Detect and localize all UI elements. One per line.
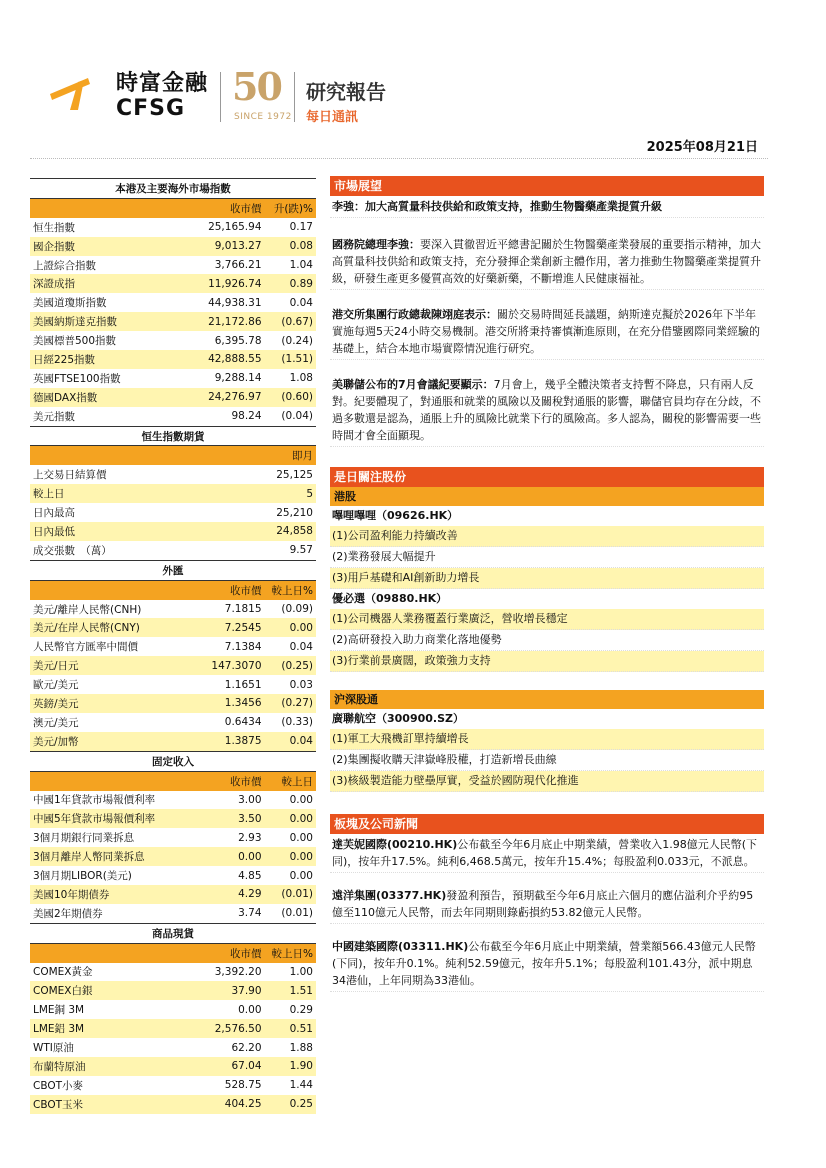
futures-row-value: 9.57: [289, 544, 313, 557]
futures-header-blank: [30, 446, 184, 465]
spacer: [330, 360, 764, 374]
indices-col-header-2: 升(跌)%: [265, 198, 316, 217]
focus-section-title: 是日關注股份: [330, 467, 764, 487]
fx-row-label: 美元/在岸人民幣(CNY): [30, 618, 184, 637]
futures-row-value: 5: [265, 484, 316, 503]
fixed-income-row-label: 美國2年期債券: [33, 907, 103, 920]
commodities-row-change: 0.51: [265, 1019, 316, 1038]
indices-row-label: 深證成指: [30, 274, 184, 293]
table-row: [30, 981, 316, 1000]
indices-title-row: [30, 179, 316, 199]
fixed-income-title-row: [30, 751, 316, 771]
indices-row-label: 英國FTSE100指數: [33, 372, 121, 385]
table-row: [30, 904, 316, 923]
indices-title: 本港及主要海外市場指數: [30, 179, 316, 199]
fx-row-label: 美元/日元: [30, 656, 184, 675]
table-row: [30, 618, 316, 637]
fixed-income-row-value: 3.50: [184, 809, 264, 828]
stock-point: (3)核級製造能力壁壘厚實，受益於國防現代化推進: [330, 771, 764, 792]
news-item: [330, 936, 764, 991]
outlook-section-title: 市場展望: [330, 176, 764, 196]
futures-header-blank2: [184, 446, 264, 465]
table-row: [30, 1019, 316, 1038]
indices-row-value: 9,288.14: [214, 372, 262, 385]
anniversary-logo: 50: [232, 64, 281, 109]
fx-title-row: [30, 560, 316, 580]
fx-row-value: 0.6434: [224, 716, 262, 729]
commodities-row-label: CBOT小麥: [33, 1079, 84, 1092]
indices-header-blank: [30, 198, 184, 217]
stock-point: (3)行業前景廣闊，政策強力支持: [330, 651, 764, 672]
table-row: [30, 600, 316, 619]
commodities-row-change: 0.29: [289, 1003, 313, 1016]
fixed-income-header-blank: [30, 771, 184, 790]
futures-row-blank: [184, 541, 264, 560]
commodities-title: 商品現貨: [30, 923, 316, 943]
fx-col-header-2: 較上日%: [265, 580, 316, 599]
futures-title: 恒生指數期貨: [30, 426, 316, 446]
commodities-row-value: 528.75: [224, 1079, 262, 1092]
outlook-paragraph: [330, 234, 764, 289]
sh-stocks-list: [330, 709, 764, 792]
table-row: [30, 732, 316, 751]
commodities-row-change: 1.44: [289, 1079, 313, 1092]
header-divider: [220, 72, 221, 122]
fx-col-header-1: 收市價: [184, 580, 264, 599]
table-row: [30, 369, 316, 388]
commodities-row-label: CBOT玉米: [30, 1095, 184, 1114]
table-row: [30, 866, 316, 885]
indices-row-label: 美元指數: [33, 410, 75, 423]
commodities-row-value: 3,392.20: [214, 965, 262, 978]
outlook-paragraph-text: 7月會上，幾乎全體決策者支持暫不降息，只有兩人反對。紀要體現了，對通脹和就業的風險以及關稅對通脹的影響，聯儲官員均存在分歧，不過多數還是認為，通脹上升的風險比就業下行的風險高。多人認為，關稅的影響需要一些時間才會全面顯現。: [332, 378, 761, 442]
outlook-paragraph-text: 關於交易時間延長議題，納斯達克擬於2026年下半年實施每週5天24小時交易機制。港交所將秉持審慎漸進原則，在充分借鑒國際同業經驗的基礎上，結合本地市場實際情況進行研究。: [332, 308, 760, 355]
table-row: [30, 1038, 316, 1057]
commodities-row-label: COMEX白銀: [30, 981, 184, 1000]
report-date: 2025年08月21日: [646, 140, 758, 155]
hk-stocks-list: [330, 506, 764, 672]
table-row: [30, 963, 316, 982]
fx-row-change: (0.09): [281, 603, 313, 616]
fx-row-value: 7.1384: [224, 640, 262, 653]
fixed-income-row-value: 2.93: [238, 831, 262, 844]
fixed-income-row-value: 4.29: [184, 885, 264, 904]
commentary-column: [330, 176, 764, 1004]
futures-row-label: 日內最高: [33, 507, 75, 520]
indices-row-label: 恒生指數: [33, 221, 75, 234]
spacer: [330, 672, 764, 690]
commodities-title-row: [30, 923, 316, 943]
fixed-income-row-change: 0.00: [289, 793, 313, 806]
indices-row-label: 國企指數: [30, 237, 184, 256]
outlook-paragraph-lead: 港交所集團行政總裁陳翊庭表示：: [332, 308, 497, 321]
fx-title: 外匯: [30, 560, 316, 580]
commodities-row-value: 2,576.50: [184, 1019, 264, 1038]
table-row: [30, 350, 316, 369]
fx-row-value: 147.3070: [184, 656, 264, 675]
spacer: [330, 992, 764, 1004]
fixed-income-row-change: (0.01): [281, 907, 313, 920]
fixed-income-row-value: 3.74: [238, 907, 262, 920]
spacer: [330, 792, 764, 814]
indices-row-change: (0.04): [281, 410, 313, 423]
futures-row-blank: [184, 522, 264, 541]
table-row: [30, 828, 316, 847]
futures-row-label: 較上日: [30, 484, 184, 503]
futures-row-value: 25,125: [276, 468, 313, 481]
table-row: [30, 1095, 316, 1114]
commodities-row-change: 1.90: [265, 1057, 316, 1076]
table-row: [30, 407, 316, 426]
brand-name-cn: 時富金融: [116, 71, 209, 96]
stock-point: (2)業務發展大幅提升: [330, 547, 764, 568]
indices-row-label: 美國納斯達克指數: [30, 312, 184, 331]
outlook-paragraph-text: 要深入貫徹習近平總書記關於生物醫藥產業發展的重要指示精神，加大高質量科技供給和政策支持，充分發揮企業創新主體作用，著力推動生物醫藥產業提質升級，研發生產更多優質高效的好藥新藥，不斷增進人民健康福祉。: [332, 238, 761, 285]
fx-row-label: 歐元/美元: [33, 679, 79, 692]
futures-row-blank: [184, 465, 264, 484]
outlook-paragraph: [330, 374, 764, 446]
indices-row-change: 0.04: [289, 296, 313, 309]
commodities-row-label: WTI原油: [33, 1042, 74, 1055]
indices-row-value: 9,013.27: [184, 237, 264, 256]
fixed-income-row-change: 0.00: [289, 869, 313, 882]
indices-row-value: 3,766.21: [214, 259, 262, 271]
commodities-row-change: 1.88: [289, 1041, 313, 1054]
fixed-income-row-value: 3.00: [238, 793, 262, 806]
fx-row-change: (0.25): [265, 656, 316, 675]
fixed-income-row-value: 4.85: [238, 869, 262, 882]
fx-row-change: (0.33): [281, 716, 313, 729]
fixed-income-row-change: 0.00: [265, 809, 316, 828]
fx-row-value: 1.3875: [184, 732, 264, 751]
fx-row-label: 人民幣官方匯率中間價: [33, 641, 138, 654]
futures-col-header: 即月: [265, 446, 316, 465]
fixed-income-title: 固定收入: [30, 751, 316, 771]
indices-row-value: 6,395.78: [214, 334, 262, 347]
news-item-company: 遠洋集團(03377.HK): [332, 889, 447, 902]
fx-header-blank: [30, 580, 184, 599]
indices-row-change: 0.89: [265, 274, 316, 293]
table-row: [30, 312, 316, 331]
fixed-income-col-header-1: 收市價: [184, 771, 264, 790]
fx-row-value: 7.2545: [184, 618, 264, 637]
fx-row-value: 1.1651: [224, 678, 262, 691]
market-data-panel: [30, 178, 316, 1114]
fixed-income-row-change: 0.00: [289, 831, 313, 844]
commodities-row-label: LME銅 3M: [33, 1004, 85, 1017]
commodities-row-label: LME鋁 3M: [30, 1019, 184, 1038]
stock-point: (2)集團擬收購天津嶽峰股權，打造新增長曲線: [330, 750, 764, 771]
indices-row-value: 98.24: [231, 410, 262, 423]
indices-row-value: 25,165.94: [208, 221, 262, 234]
cfsg-logo-mark-icon: [48, 72, 108, 112]
commodities-row-change: 0.25: [265, 1095, 316, 1114]
indices-row-change: 0.08: [265, 237, 316, 256]
news-item: [330, 834, 764, 872]
table-row: [30, 1057, 316, 1076]
table-row: [30, 694, 316, 713]
table-row: [30, 465, 316, 484]
news-section-title: 板塊及公司新聞: [330, 814, 764, 834]
table-row: [30, 1000, 316, 1019]
fixed-income-row-label: 3個月期銀行同業拆息: [33, 832, 135, 845]
commodities-row-change: 1.51: [265, 981, 316, 1000]
table-row: [30, 791, 316, 810]
stock-point: (1)軍工大飛機訂單持續增長: [330, 729, 764, 750]
stock-point: (3)用戶基礎和AI創新助力增長: [330, 568, 764, 589]
fx-row-label: 澳元/美元: [33, 716, 79, 729]
futures-row-blank: [184, 484, 264, 503]
spacer: [330, 218, 764, 234]
spacer: [330, 290, 764, 304]
table-row: [30, 637, 316, 656]
futures-row-label: 成交張數 （萬）: [33, 544, 112, 557]
table-row: [30, 274, 316, 293]
table-row: [30, 218, 316, 237]
fx-row-value: 1.3456: [184, 694, 264, 713]
futures-header-row: [30, 446, 316, 465]
futures-row-value: 24,858: [265, 522, 316, 541]
indices-row-label: 德國DAX指數: [30, 388, 184, 407]
commodities-row-value: 0.00: [238, 1003, 262, 1016]
fixed-income-col-header-2: 較上日: [265, 771, 316, 790]
indices-col-header-1: 收市價: [184, 198, 264, 217]
table-row: [30, 484, 316, 503]
spacer: [330, 447, 764, 461]
indices-row-label: 美國標普500指數: [33, 335, 117, 348]
indices-row-label: 美國道瓊斯指數: [33, 297, 107, 310]
stock-name: 優必選（09880.HK）: [332, 592, 448, 605]
table-row: [30, 522, 316, 541]
indices-row-value: 11,926.74: [184, 274, 264, 293]
outlook-headline: 李強：加大高質量科技供給和政策支持，推動生物醫藥產業提質升級: [332, 200, 662, 213]
commodities-row-value: 67.04: [184, 1057, 264, 1076]
news-item-text: 發盈利預告，預期截至今年6月底止六個月的應佔溢利介乎約95億至110億元人民幣，而去年同期則錄虧損約53.82億元人民幣。: [332, 889, 754, 919]
stock-point: (1)公司盈利能力持續改善: [330, 526, 764, 547]
indices-row-change: (1.51): [265, 350, 316, 369]
commodities-row-change: 1.00: [289, 965, 313, 978]
news-item-text: 公布截至今年6月底止中期業績，營業額566.43億元人民幣(下同)，按年升0.1%。純利52.59億元，按年升5.1%；每股盈利101.43分，派中期息34港仙，上年同期為33港仙。: [332, 940, 756, 987]
commodities-row-label: COMEX黃金: [33, 966, 93, 979]
table-row: [30, 675, 316, 694]
stock-name: 嗶哩嗶哩（09626.HK）: [332, 509, 459, 522]
fx-row-value: 7.1815: [224, 603, 262, 616]
table-row: [30, 847, 316, 866]
table-row: [30, 331, 316, 350]
fx-row-change: 0.04: [289, 640, 313, 653]
fx-row-change: 0.04: [265, 732, 316, 751]
fixed-income-row-label: 3個月離岸人幣同業拆息: [30, 847, 184, 866]
market-data-table: [30, 178, 316, 1114]
commodities-row-value: 404.25: [184, 1095, 264, 1114]
stock-point: (1)公司機器人業務覆蓋行業廣泛，營收增長穩定: [330, 609, 764, 630]
indices-row-label: 上證綜合指數: [33, 259, 96, 272]
stock-point: (2)高研發投入助力商業化落地優勢: [330, 630, 764, 651]
indices-row-value: 21,172.86: [184, 312, 264, 331]
commodities-col-header-1: 收市價: [184, 943, 264, 962]
commodities-row-label: 布蘭特原油: [30, 1057, 184, 1076]
indices-row-change: 0.17: [289, 221, 313, 234]
fixed-income-row-label: 中國5年貸款市場報價利率: [30, 809, 184, 828]
outlook-paragraph-lead: 美聯儲公布的7月會議紀要顯示：: [332, 378, 494, 391]
spacer: [330, 873, 764, 885]
report-title: 研究報告: [306, 80, 386, 104]
news-item: [330, 885, 764, 923]
fx-row-label: 美元/離岸人民幣(CNH): [33, 603, 142, 616]
header-rule: [30, 158, 768, 159]
fixed-income-row-label: 3個月期LIBOR(美元): [33, 870, 132, 882]
hk-stocks-title: 港股: [330, 487, 764, 506]
fixed-income-header-row: [30, 771, 316, 790]
table-row: [30, 656, 316, 675]
futures-row-label: 上交易日結算價: [33, 469, 107, 482]
table-row: [30, 388, 316, 407]
news-list: [330, 834, 764, 1004]
commodities-col-header-2: 較上日%: [265, 943, 316, 962]
futures-row-label: 日內最低: [30, 522, 184, 541]
indices-row-value: 24,276.97: [184, 388, 264, 407]
stock-name: 廣聯航空（300900.SZ）: [332, 712, 464, 725]
futures-row-value: 25,210: [276, 506, 313, 519]
fixed-income-row-change: 0.00: [265, 847, 316, 866]
commodities-header-row: [30, 943, 316, 962]
anniversary-since: SINCE 1972: [234, 112, 292, 122]
news-item-company: 達芙妮國際(00210.HK): [332, 838, 458, 851]
fixed-income-row-value: 0.00: [184, 847, 264, 866]
report-subtitle: 每日通訊: [306, 110, 359, 125]
fx-row-change: 0.00: [265, 618, 316, 637]
indices-row-change: 1.04: [289, 259, 313, 271]
indices-row-change: (0.67): [265, 312, 316, 331]
indices-row-change: (0.24): [281, 334, 313, 347]
commodities-row-value: 37.90: [184, 981, 264, 1000]
table-row: [30, 237, 316, 256]
outlook-paragraph-lead: 國務院總理李強：: [332, 238, 420, 251]
table-row: [30, 541, 316, 560]
table-row: [30, 503, 316, 522]
indices-row-value: 44,938.31: [208, 296, 262, 309]
brand-name-en: CFSG: [116, 96, 186, 121]
fx-row-change: (0.27): [265, 694, 316, 713]
fx-row-label: 英鎊/美元: [30, 694, 184, 713]
table-row: [30, 713, 316, 732]
fx-row-change: 0.03: [289, 678, 313, 691]
indices-row-change: 1.08: [289, 372, 313, 385]
news-item-text: 公布截至今年6月底止中期業績，營業收入1.98億元人民幣(下同)，按年升17.5%。純利6,468.5萬元，按年升15.4%；每股盈利0.033元，不派息。: [332, 838, 758, 868]
fixed-income-row-label: 中國1年貸款市場報價利率: [33, 794, 156, 807]
commodities-row-value: 62.20: [231, 1041, 262, 1054]
indices-row-label: 日經225指數: [30, 350, 184, 369]
indices-row-value: 42,888.55: [184, 350, 264, 369]
fx-header-row: [30, 580, 316, 599]
table-row: [30, 1076, 316, 1095]
table-row: [30, 885, 316, 904]
futures-title-row: [30, 426, 316, 446]
indices-header-row: [30, 198, 316, 217]
table-row: [30, 293, 316, 312]
fx-row-label: 美元/加幣: [30, 732, 184, 751]
indices-row-change: (0.60): [265, 388, 316, 407]
spacer: [330, 924, 764, 936]
outlook-paragraphs: [330, 234, 764, 461]
outlook-paragraph: [330, 304, 764, 359]
sh-stocks-title: 沪深股通: [330, 690, 764, 709]
header-divider-2: [294, 72, 295, 122]
table-row: [30, 809, 316, 828]
commodities-header-blank: [30, 943, 184, 962]
futures-row-blank: [184, 503, 264, 522]
fixed-income-row-change: (0.01): [265, 885, 316, 904]
fixed-income-row-label: 美國10年期債券: [30, 885, 184, 904]
news-item-company: 中國建築國際(03311.HK): [332, 940, 469, 953]
table-row: [30, 256, 316, 275]
